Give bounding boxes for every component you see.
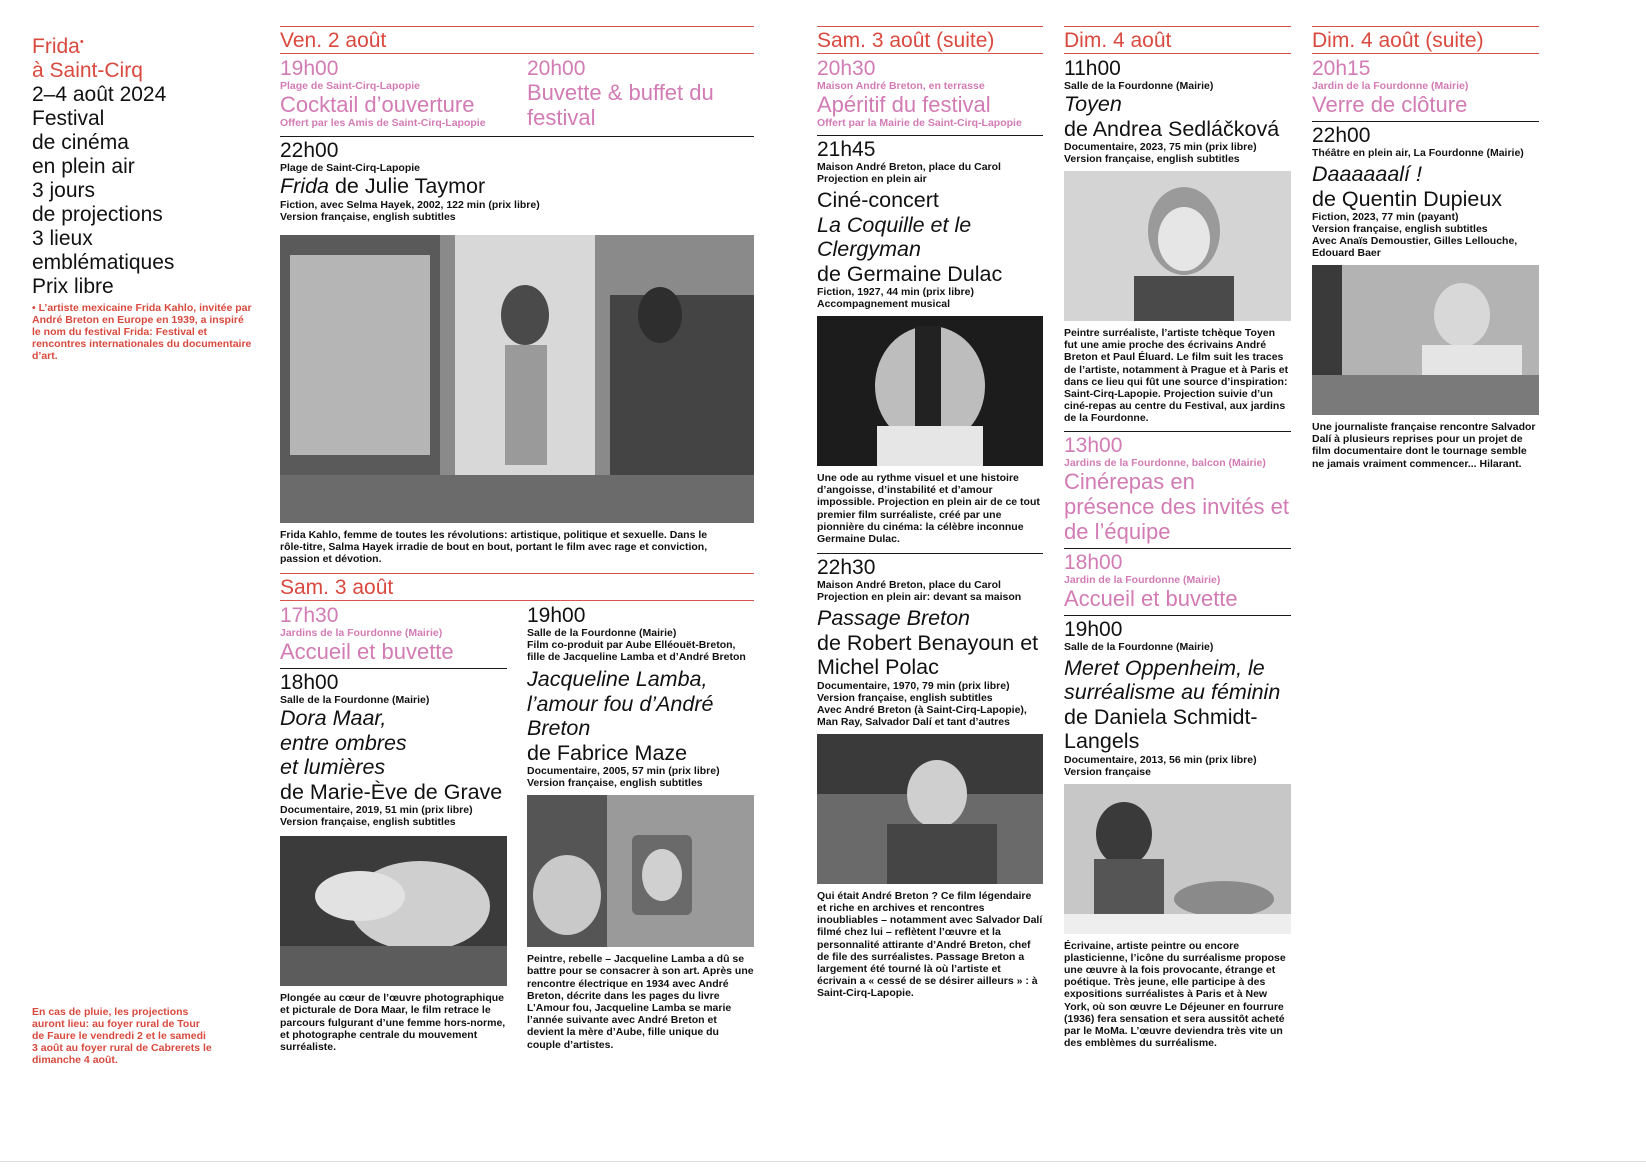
event-title: Verre de clôture	[1312, 92, 1468, 117]
film-language: Version française, english subtitles	[527, 777, 703, 790]
day-heading: Sam. 3 août	[280, 576, 394, 600]
event-time: 18h00	[1064, 550, 1123, 574]
toyen-photo	[1064, 171, 1291, 321]
event-time: 22h00	[1312, 124, 1371, 147]
event-time: 20h30	[817, 57, 876, 80]
event-venue: Maison André Breton, place du Carol	[817, 579, 1001, 592]
meret-oppenheim-photo	[1064, 784, 1291, 934]
page-bottom-rule	[0, 1161, 1646, 1162]
festival-sidebar	[32, 26, 252, 1066]
event-dora-maar	[280, 671, 507, 1053]
footnote-mark: •	[79, 36, 84, 48]
film-description: Une ode au rythme visuel et une histoire d’angoisse, d’instabilité et d’amour impossible. Projection en plein air de ce tout premier film surréaliste, créé par une pionnière du cinéma: la célèbre inconnue Germaine Dulac.	[817, 472, 1040, 546]
event-time: 21h45	[817, 138, 876, 161]
event-passage-breton	[817, 556, 1043, 999]
film-director: de Robert Benayoun et Michel Polac	[817, 630, 1039, 680]
event-venue: Jardin de la Fourdonne (Mairie)	[1064, 573, 1221, 586]
summary-line: en plein air	[32, 155, 135, 178]
film-language: Version française, english subtitles	[1312, 223, 1488, 235]
event-cine-concert	[817, 138, 1043, 545]
event-daaaaaali	[1312, 124, 1539, 470]
film-title: Daaaaaalí !	[1312, 162, 1422, 186]
summary-line: 2–4 août 2024	[32, 83, 167, 106]
film-director: de Quentin Dupieux	[1312, 186, 1503, 211]
event-time: 22h30	[817, 556, 876, 580]
event-time: 22h00	[280, 139, 339, 162]
film-title: Jacqueline Lamba, l’amour fou d’André Breton	[527, 667, 714, 741]
footnote: • L’artiste mexicaine Frida Kahlo, invitée par André Breton en Europe en 1939, a inspiré le nom du festival Frida: Festival et rencontres internationales du documentaire d’art.	[32, 302, 252, 362]
film-meta: Fiction, 2023, 77 min (payant)	[1312, 211, 1459, 223]
summary-line: 3 jours	[32, 179, 96, 202]
summary-line: 3 lieux	[32, 227, 93, 250]
event-aperitif	[817, 57, 1043, 129]
film-cast: Avec André Breton (à Saint-Cirq-Lapopie), Man Ray, Salvador Dalí et tant d’autres	[817, 703, 1027, 728]
event-title: Apéritif du festival	[817, 92, 991, 117]
event-type: Ciné-concert	[817, 188, 939, 212]
event-sub: Offert par la Mairie de Saint-Cirq-Lapopie	[817, 117, 1022, 129]
film-title: La Coquille et le Clergyman	[817, 212, 972, 261]
film-director: de Marie-Ève de Grave	[280, 779, 503, 804]
summary-line: Festival	[32, 107, 105, 130]
event-jacqueline-lamba	[527, 604, 754, 1053]
event-venue: Jardins de la Fourdonne (Mairie)	[280, 627, 443, 640]
event-title: Accueil et buvette	[1064, 585, 1238, 611]
day-heading: Sam. 3 août (suite)	[817, 29, 995, 52]
film-meta: Documentaire, 2005, 57 min (prix libre)	[527, 765, 720, 778]
event-title: Buvette & buffet du festival	[527, 80, 714, 130]
event-frida	[280, 139, 754, 565]
summary-line: Prix libre	[32, 275, 114, 298]
sam3-left	[280, 604, 507, 1053]
column-dim-suite	[1312, 26, 1539, 470]
day-heading: Dim. 4 août (suite)	[1312, 29, 1484, 52]
film-meta: Documentaire, 1970, 79 min (prix libre)	[817, 679, 1010, 692]
film-language: Version française, english subtitles	[280, 210, 456, 223]
event-time: 20h00	[527, 57, 586, 80]
film-director: de Fabrice Maze	[527, 740, 688, 765]
film-title: Toyen	[1064, 92, 1122, 116]
passage-breton-photo	[817, 734, 1043, 884]
film-title: Frida	[280, 174, 329, 198]
event-venue-detail: Projection en plein air: devant sa maison	[817, 591, 1022, 604]
event-venue: Théâtre en plein air, La Fourdonne (Mairie)	[1312, 147, 1524, 159]
film-meta: Documentaire, 2013, 56 min (prix libre)	[1064, 753, 1257, 766]
coquille-photo	[817, 316, 1043, 466]
jacqueline-lamba-photo	[527, 795, 754, 947]
festival-summary	[32, 83, 252, 299]
film-director: de Julie Taymor	[328, 174, 486, 198]
film-description: Peintre, rebelle – Jacqueline Lamba a dû se battre pour se consacrer à son art. Après une rencontre électrique en 1934 avec André Breton, décrite dans les pages du livre L’Amour fou, Jacqueline Lamba se marie l’année suivante avec André Breton et devient la mère d’Aube, fille unique du couple d’artistes.	[527, 953, 754, 1051]
film-language: Version française, english subtitles	[280, 816, 456, 829]
event-toyen	[1064, 57, 1291, 425]
event-venue: Salle de la Fourdonne (Mairie)	[1064, 80, 1214, 92]
event-venue: Maison André Breton, en terrasse	[817, 80, 985, 92]
dali-photo	[1312, 265, 1539, 415]
event-sub: Offert par les Amis de Saint-Cirq-Lapopie	[280, 117, 486, 129]
event-cloture	[1312, 57, 1539, 117]
festival-name: Frida	[32, 35, 80, 58]
film-title: Meret Oppenheim, le surréalisme au féminin	[1064, 655, 1281, 705]
event-accueil-dim	[1064, 551, 1291, 611]
event-venue: Jardins de la Fourdonne, balcon (Mairie)	[1064, 456, 1266, 469]
film-description: Frida Kahlo, femme de toutes les révolutions: artistique, politique et sexuelle. Dans le rôle-titre, Salma Hayek irradie de bout en bout, portant le film avec rage et conviction, passion et dévotion.	[280, 528, 708, 565]
film-title: Passage Breton	[817, 606, 970, 631]
film-director: de Germaine Dulac	[817, 261, 1003, 286]
film-meta: Fiction, avec Selma Hayek, 2002, 122 min (prix libre)	[280, 198, 540, 211]
day-heading: Ven. 2 août	[280, 29, 387, 52]
event-venue-detail: Projection en plein air	[817, 173, 927, 185]
event-cinerepas	[1064, 434, 1291, 544]
column-sam-suite	[817, 26, 1043, 1000]
event-venue: Salle de la Fourdonne (Mairie)	[280, 694, 430, 707]
summary-line: de cinéma	[32, 131, 129, 154]
film-language: Version française, english subtitles	[817, 691, 993, 704]
film-meta: Fiction, 1927, 44 min (prix libre)	[817, 286, 974, 298]
event-accueil	[280, 604, 507, 664]
summary-line: de projections	[32, 203, 163, 226]
film-title: Dora Maar, entre ombres et lumières	[280, 706, 407, 780]
event-venue: Plage de Saint-Cirq-Lapopie	[280, 80, 421, 92]
event-time: 11h00	[1064, 57, 1121, 80]
event-time: 20h15	[1312, 57, 1371, 80]
summary-line: emblématiques	[32, 251, 175, 274]
event-meret-oppenheim	[1064, 618, 1291, 1050]
column-ven-sam	[280, 26, 754, 1053]
dora-maar-photo	[280, 836, 507, 986]
event-title: Cinérepas en présence des invités et de l’équipe	[1064, 468, 1290, 544]
film-description: Écrivaine, artiste peintre ou encore plasticienne, l’icône du surréalisme propose une œuvre à la fois provocante, étrange et poétique. Très jeune, elle participe à des expositions surréalistes à Paris et à New York, où son œuvre Le Déjeuner en fourrure (1936) fera sensation et sera aussitôt acheté par le MoMa. L’œuvre deviendra très vite un des emblèmes du surréalisme.	[1064, 939, 1286, 1050]
event-title: Cocktail d’ouverture	[280, 92, 475, 117]
event-venue: Maison André Breton, place du Carol	[817, 161, 1001, 173]
film-description: Plongée au cœur de l’œuvre photographique et picturale de Dora Maar, le film retrace le parcours fulgurant d’une femme hors-norme, et photographe centrale du mouvement surréaliste.	[280, 992, 506, 1053]
film-meta: Documentaire, 2019, 51 min (prix libre)	[280, 804, 473, 817]
day-heading: Dim. 4 août	[1064, 29, 1172, 52]
event-venue: Salle de la Fourdonne (Mairie)	[1064, 640, 1214, 653]
film-extra: Accompagnement musical	[817, 298, 951, 310]
event-title: Accueil et buvette	[280, 639, 454, 665]
event-time: 19h00	[1064, 617, 1123, 641]
event-time: 19h00	[527, 604, 586, 628]
film-cast: Avec Anaïs Demoustier, Gilles Lellouche, Edouard Baer	[1312, 235, 1518, 259]
column-dim	[1064, 26, 1291, 1049]
film-description: Qui était André Breton ? Ce film légendaire et riche en archives et rencontres inoubliables – notamment avec Salvador Dalí filmé chez lui – reflètent l’œuvre et la personnalité attirante d’André Breton, chef de file des surréalistes. Passage Breton a largement été tourné là où l’artiste et écrivain a « cessé de se désirer ailleurs » : à Saint-Cirq-Lapopie.	[817, 889, 1043, 1000]
event-buvette	[527, 57, 754, 130]
festival-location: à Saint-Cirq	[32, 59, 143, 82]
rain-notice: En cas de pluie, les projections auront lieu: au foyer rural de Tour de Faure le vendredi 2 et le samedi 3 août au foyer rural de Cabrerets le dimanche 4 août.	[32, 1006, 212, 1066]
event-cocktail	[280, 57, 507, 130]
film-language: Version française	[1064, 765, 1151, 778]
event-time: 13h00	[1064, 433, 1123, 457]
film-language: Version française, english subtitles	[1064, 153, 1240, 165]
event-venue: Plage de Saint-Cirq-Lapopie	[280, 162, 421, 174]
event-time: 18h00	[280, 671, 339, 695]
film-description: Peintre surréaliste, l’artiste tchèque Toyen fut une amie proche des écrivains André Breton et Paul Éluard. Le film suit les traces de l’artiste, notamment à Prague et à Paris et dans ce lieu qui fût une source d’inspiration: Saint-Cirq-Lapopie. Projection suivie d’un ciné-repas au centre du Festival, aux jardins de la Fourdonne.	[1064, 327, 1289, 425]
event-production: Film co-produit par Aube Elléouët-Breton, fille de Jacqueline Lamba et d’André Breton	[527, 639, 746, 664]
event-time: 17h30	[280, 604, 339, 628]
film-director: de Daniela Schmidt-Langels	[1064, 704, 1258, 754]
frida-film-photo	[280, 235, 754, 523]
film-meta: Documentaire, 2023, 75 min (prix libre)	[1064, 141, 1257, 153]
event-venue: Jardin de la Fourdonne (Mairie)	[1312, 80, 1469, 92]
event-venue: Salle de la Fourdonne (Mairie)	[527, 627, 677, 640]
event-time: 19h00	[280, 57, 339, 80]
film-director: de Andrea Sedláčková	[1064, 116, 1280, 141]
film-description: Une journaliste française rencontre Salvador Dalí à plusieurs reprises pour un projet de film documentaire dont le tournage semble ne jamais vraiment commencer... Hilarant.	[1312, 421, 1536, 470]
